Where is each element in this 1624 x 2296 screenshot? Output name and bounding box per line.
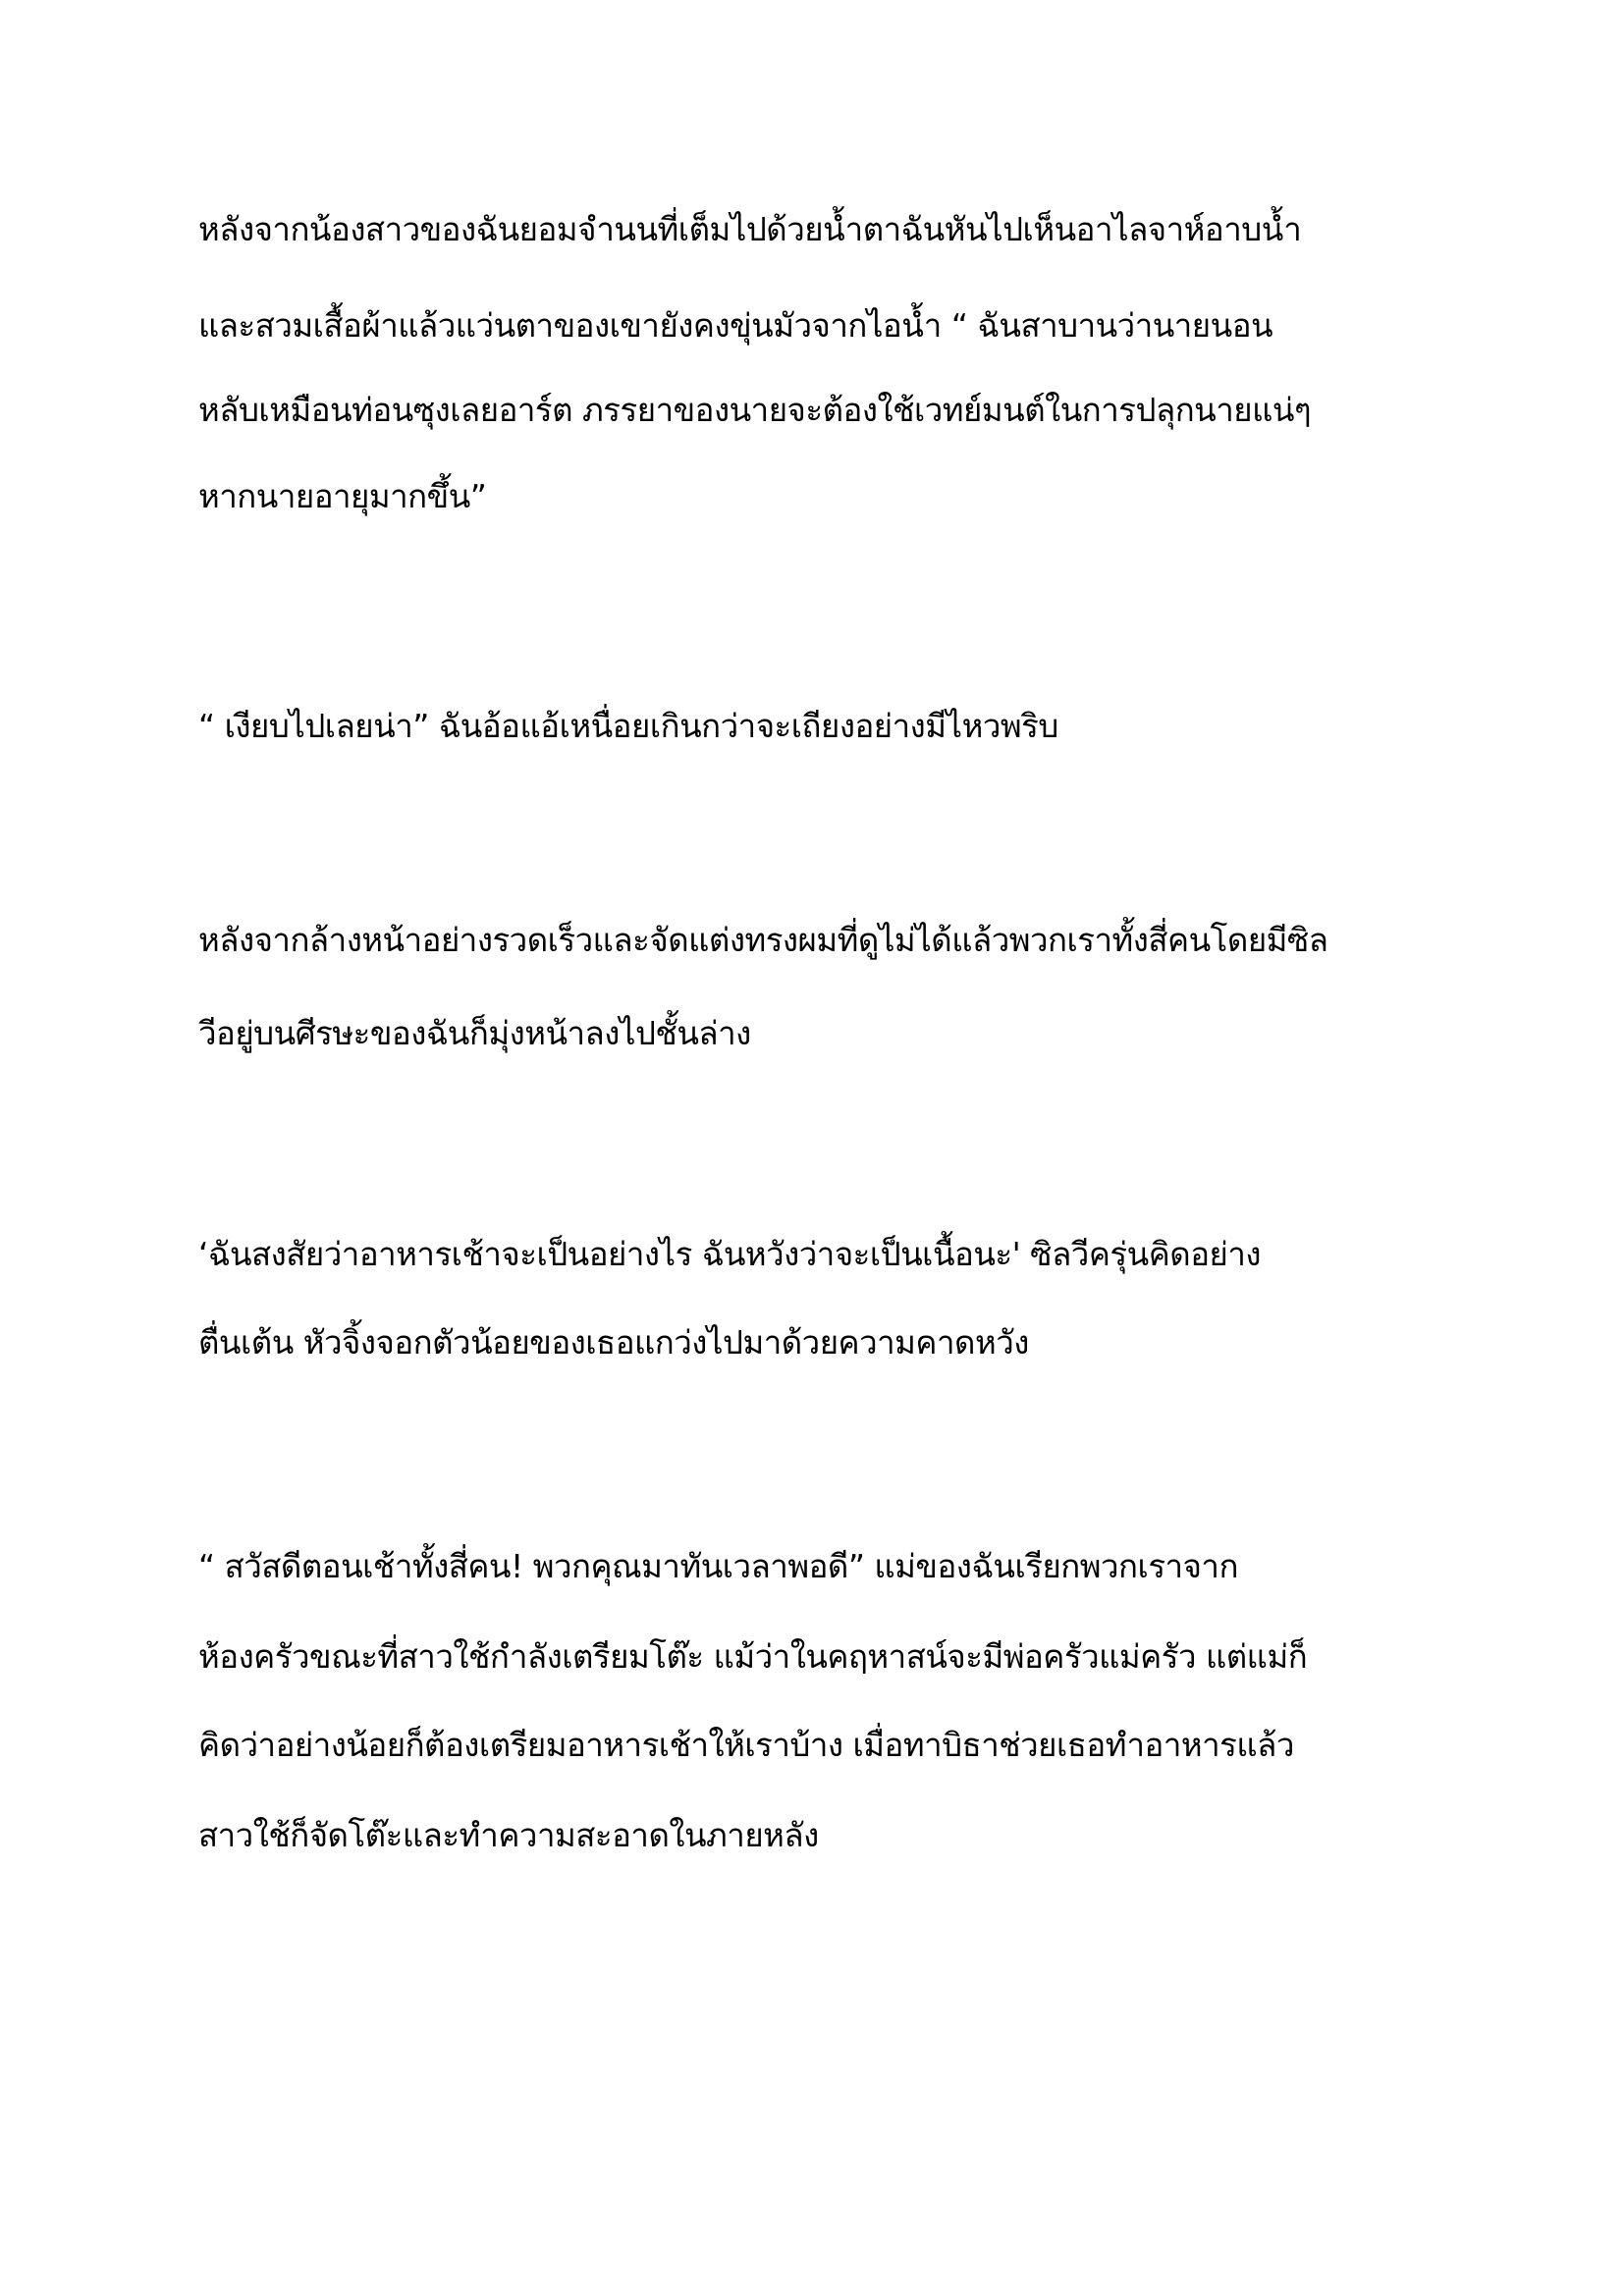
text-line: หลังจากน้องสาวของฉันยอมจำนนที่เต็มไปด้วยน้ำตาฉันหันไปเห็นอาไลจาห์อาบน้ำ bbox=[198, 210, 1302, 248]
text-line: หลับเหมือนท่อนซุงเลยอาร์ต ภรรยาของนายจะต้องใช้เวทย์มนต์ในการปลุกนายแน่ๆ bbox=[198, 391, 1312, 429]
text-line: “ สวัสดีตอนเช้าทั้งสี่คน! พวกคุณมาทันเวลาพอดี” แม่ของฉันเรียกพวกเราจาก bbox=[198, 1547, 1238, 1585]
text-line: หากนายอายุมากขึ้น” bbox=[198, 477, 487, 515]
text-line: คิดว่าอย่างน้อยก็ต้องเตรียมอาหารเช้าให้เราบ้าง เมื่อทาบิธาช่วยเธอทำอาหารแล้ว bbox=[198, 1726, 1294, 1764]
text-line: ตื่นเต้น หัวจิ้งจอกตัวน้อยของเธอแกว่งไปมาด้วยความคาดหวัง bbox=[198, 1323, 1029, 1362]
text-line: “ เงียบไปเลยน่า” ฉันอ้อแอ้เหนื่อยเกินกว่าจะเถียงอย่างมีไหวพริบ bbox=[198, 707, 1058, 745]
text-line: หลังจากล้างหน้าอย่างรวดเร็วและจัดแต่งทรงผมที่ดูไม่ได้แล้วพวกเราทั้งสี่คนโดยมีซิล bbox=[198, 921, 1328, 959]
text-line: และสวมเสื้อผ้าแล้วแว่นตาของเขายังคงขุ่นมัวจากไอน้ำ “ ฉันสาบานว่านายนอน bbox=[198, 306, 1273, 345]
text-line: สาวใช้ก็จัดโต๊ะและทำความสะอาดในภายหลัง bbox=[198, 1816, 819, 1854]
text-line: ห้องครัวขณะที่สาวใช้กำลังเตรียมโต๊ะ แม้ว่าในคฤหาสน์จะมีพ่อครัวแม่ครัว แต่แม่ก็ bbox=[198, 1637, 1308, 1676]
text-line: วีอยู่บนศีรษะของฉันก็มุ่งหน้าลงไปชั้นล่าง bbox=[198, 1014, 751, 1052]
text-line: ‘ฉันสงสัยว่าอาหารเช้าจะเป็นอย่างไร ฉันหวังว่าจะเป็นเนื้อนะ' ซิลวีครุ่นคิดอย่าง bbox=[198, 1235, 1261, 1273]
